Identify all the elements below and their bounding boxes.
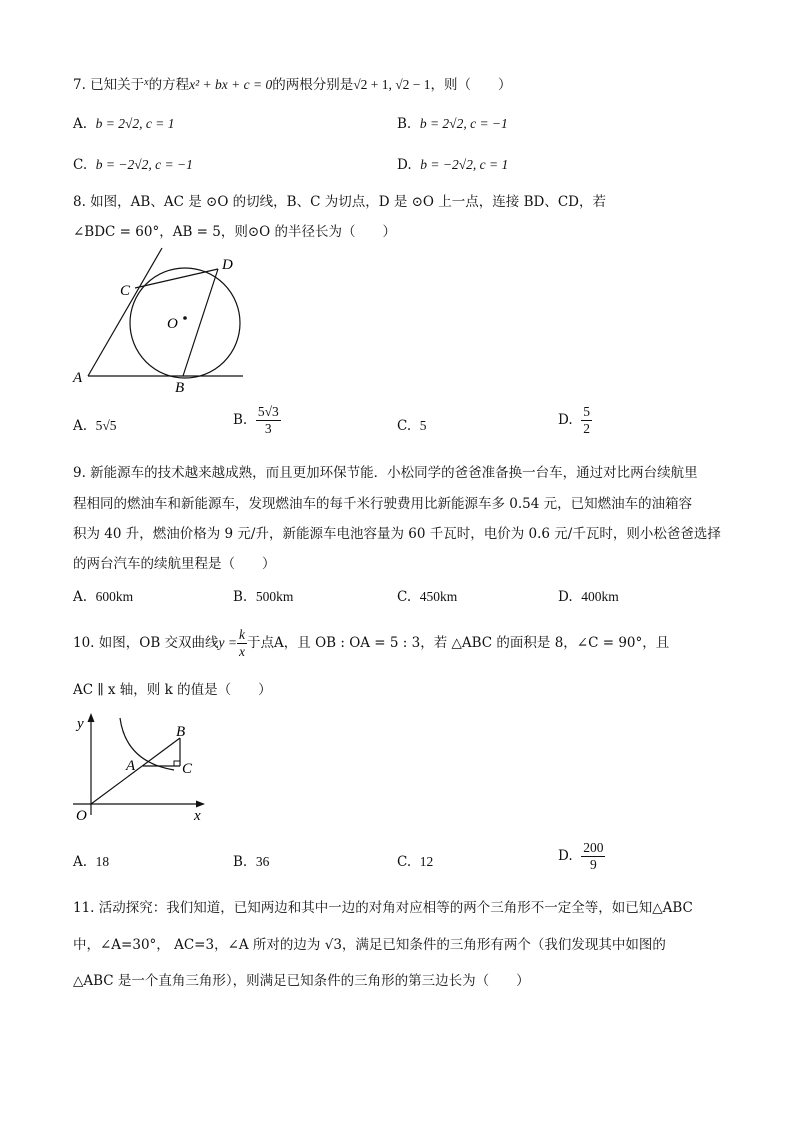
q10-label-b: B [176,724,186,740]
q8-option-c[interactable]: C. 5 [397,418,427,434]
q8-label-a: A [73,370,83,386]
q9-option-a[interactable]: A. 600km [73,589,134,605]
q8-stem-line2: ∠BDC = 60°，AB = 5，则⊙O 的半径长为（ ） [73,224,397,240]
q10-stem-line1: 10. 如图，OB 交双曲线y = $\frac{k}{x}$ 于点A，且 OB : OA = 5 : 3，若 △ABC 的面积是 8，∠C = 90°，且 [73,627,670,659]
q10-stem-line2: AC ∥ x 轴，则 k 的值是（ ） [73,682,272,698]
q10-hyperbola-figure [68,710,218,830]
q7-option-a[interactable]: A. b = 2√2, c = 1 [73,116,175,132]
q9-stem-line2: 程相同的燃油车和新能源车，发现燃油车的每千米行驶费用比新能源车多 0.54 元，已知燃油车的油箱容 [73,496,693,512]
q8-label-o: O [167,316,178,332]
q10-label-a: A [126,758,136,774]
q10-option-a[interactable]: A. 18 [73,854,110,870]
q9-stem-line4: 的两台汽车的续航里程是（ ） [73,556,276,572]
q7-option-b[interactable]: B. b = 2√2, c = −1 [397,116,508,132]
q8-label-b: B [175,380,185,396]
q10-label-y: y [77,716,84,732]
q10-label-o: O [76,808,87,824]
q9-option-d[interactable]: D. 400km [558,589,619,605]
q10-label-x: x [194,808,201,824]
q11-stem-line2: 中，∠A=30°， AC=3，∠A 所对的边为 √3，满足已知条件的三角形有两个（我们发现其中如图的 [73,937,666,953]
q9-option-c[interactable]: C. 450km [397,589,458,605]
q7-option-d[interactable]: D. b = −2√2, c = 1 [397,157,509,173]
q10-option-c[interactable]: C. 12 [397,854,434,870]
q7-stem: 7. 已知关于$^x$的方程x² + bx + c = 0的两根分别是√2 + 1, √2 − 1，则（ ） [73,77,512,93]
q8-circle-figure [68,246,248,396]
q8-stem-line1: 8. 如图，AB、AC 是 ⊙O 的切线，B、C 为切点，D 是 ⊙O 上一点，连接 BD、CD，若 [73,194,606,210]
q10-label-c: C [182,761,193,777]
q11-stem-line3: △ABC 是一个直角三角形），则满足已知条件的三角形的第三边长为（ ） [73,973,530,989]
q9-option-b[interactable]: B. 500km [233,589,294,605]
q8-option-d[interactable]: D. $\frac{5}{2}$ [558,404,590,436]
q8-option-a[interactable]: A. 5√5 [73,418,117,434]
q10-option-b[interactable]: B. 36 [233,854,270,870]
q8-label-d: D [222,257,233,273]
q10-option-d[interactable]: D. $\frac{200}{9}$ [558,840,604,872]
q11-stem-line1: 11. 活动探究：我们知道，已知两边和其中一边的对角对应相等的两个三角形不一定全等，如已知△ABC [73,900,693,916]
q7-option-c[interactable]: C. b = −2√2, c = −1 [73,157,193,173]
q9-stem-line3: 积为 40 升，燃油价格为 9 元/升，新能源车电池容量为 60 千瓦时，电价为 0.6 元/千瓦时，则小松爸爸选择 [73,526,721,542]
q8-option-b[interactable]: B. $\frac{5√3}{3}$ [233,404,279,436]
q8-label-c: C [120,283,131,299]
q9-stem-line1: 9. 新能源车的技术越来越成熟，而且更加环保节能．小松同学的爸爸准备换一台车，通过对比两台续航里 [73,465,698,481]
